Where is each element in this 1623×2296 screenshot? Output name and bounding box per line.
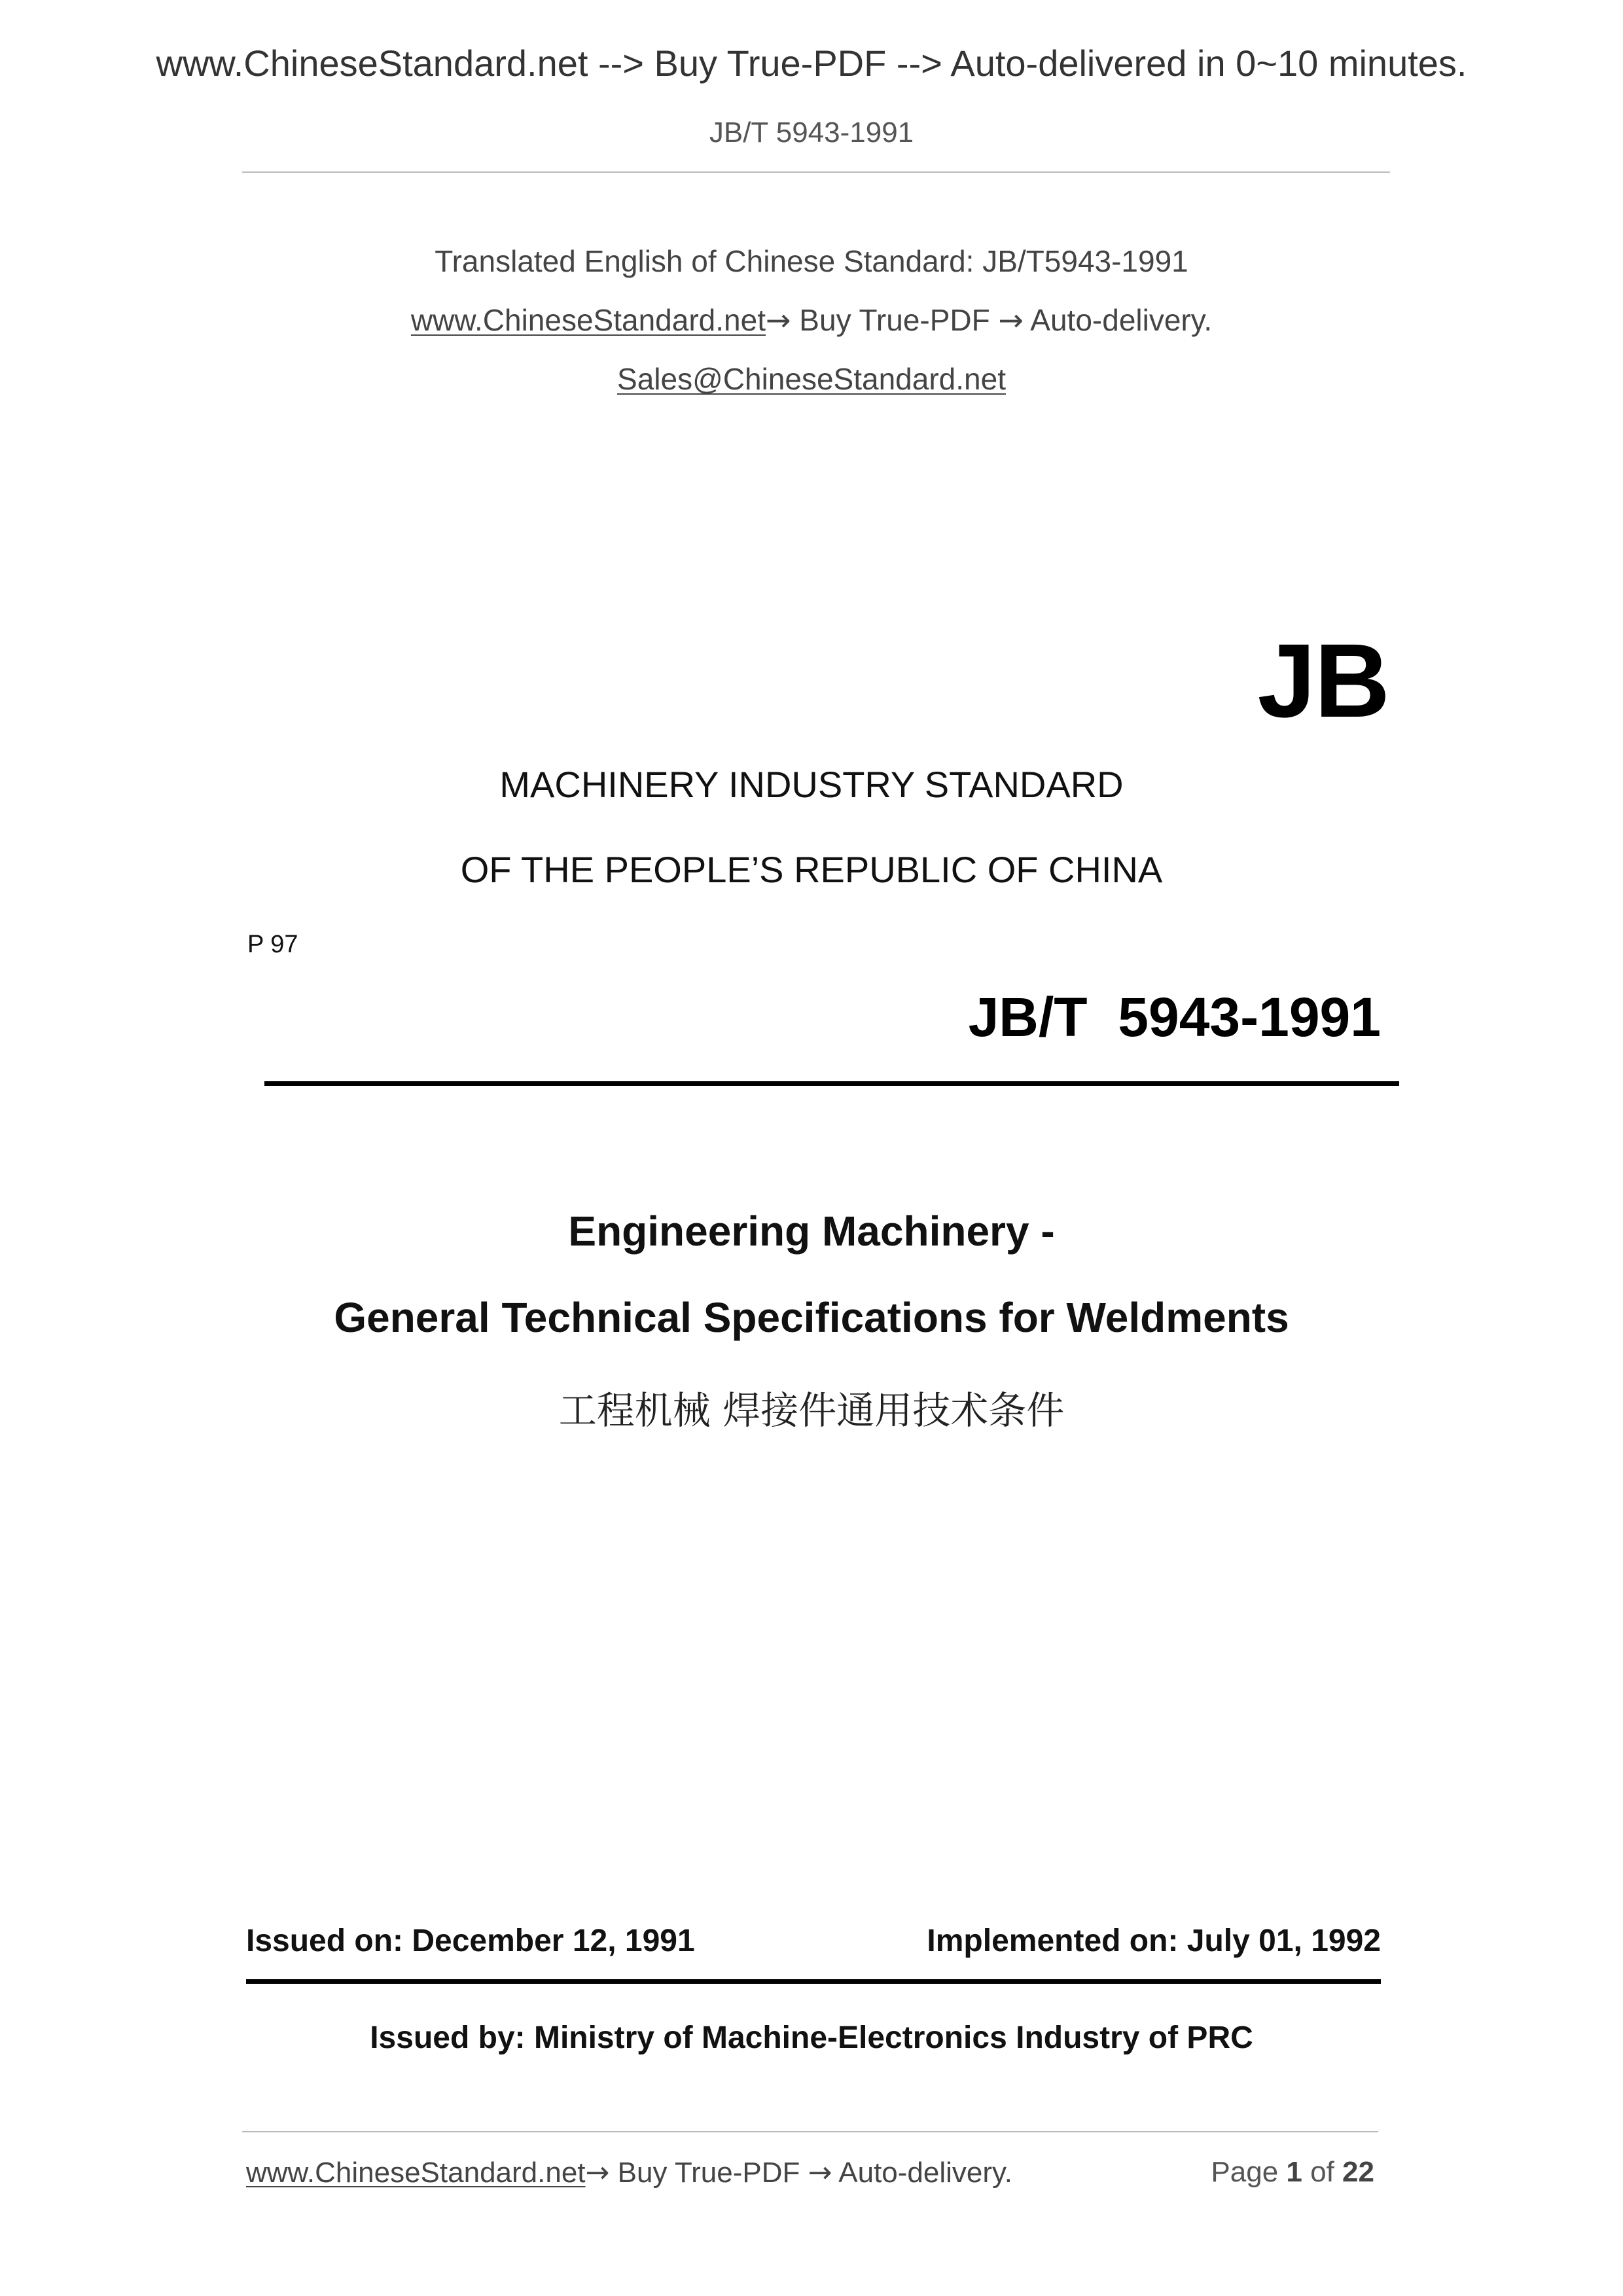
standard-type-line1: MACHINERY INDUSTRY STANDARD bbox=[499, 764, 1124, 805]
page-label: Page bbox=[1211, 2156, 1287, 2188]
translated-notice: Translated English of Chinese Standard: JB/T5943-1991 bbox=[435, 244, 1188, 278]
arrow-right-icon: → bbox=[765, 302, 791, 338]
issuing-authority: Issued by: Ministry of Machine-Electronics Industry of PRC bbox=[370, 2020, 1253, 2055]
footer-promo bbox=[246, 2156, 1012, 2189]
document-title-line1: Engineering Machinery - bbox=[568, 1208, 1055, 1255]
implemented-date: Implemented on: July 01, 1992 bbox=[927, 1924, 1381, 1958]
of-label: of bbox=[1302, 2156, 1343, 2188]
buy-text: Buy True-PDF bbox=[791, 303, 999, 337]
jb-logo-mark: JB bbox=[1257, 622, 1389, 739]
delivery-text: Auto-delivery. bbox=[1024, 303, 1213, 337]
arrow-right-icon: → bbox=[808, 2156, 832, 2189]
standard-type-line2: OF THE PEOPLE’S REPUBLIC OF CHINA bbox=[460, 849, 1163, 890]
document-title-chinese: 工程机械 焊接件通用技术条件 bbox=[558, 1388, 1065, 1433]
site-link[interactable]: www.ChineseStandard.net bbox=[410, 303, 766, 337]
footer-delivery-text: Auto-delivery. bbox=[832, 2157, 1013, 2189]
sales-email-link[interactable]: Sales@ChineseStandard.net bbox=[617, 362, 1006, 396]
footer-buy-text: Buy True-PDF bbox=[609, 2157, 808, 2189]
header-standard-code: JB/T 5943-1991 bbox=[709, 117, 914, 149]
dates-divider bbox=[246, 1979, 1381, 1984]
page-total: 22 bbox=[1342, 2156, 1374, 2188]
footer-site-link[interactable]: www.ChineseStandard.net bbox=[246, 2157, 586, 2189]
arrow-right-icon: → bbox=[998, 302, 1024, 338]
arrow-right-icon: → bbox=[585, 2156, 610, 2189]
footer-divider bbox=[242, 2131, 1378, 2132]
top-banner: www.ChineseStandard.net --> Buy True-PDF --> Auto-delivered in 0~10 minutes. bbox=[156, 43, 1467, 84]
ccs-classification-code: P 97 bbox=[247, 931, 298, 958]
promo-line bbox=[0, 302, 1623, 338]
standard-number: JB/T 5943-1991 bbox=[968, 986, 1381, 1048]
document-title-line2: General Technical Specifications for Weldments bbox=[334, 1294, 1289, 1341]
issued-date: Issued on: December 12, 1991 bbox=[246, 1924, 695, 1958]
standard-number-divider bbox=[264, 1081, 1399, 1086]
sales-email-line bbox=[0, 361, 1623, 397]
page-indicator bbox=[1113, 2156, 1374, 2189]
header-divider bbox=[242, 171, 1390, 173]
page-number: 1 bbox=[1286, 2156, 1302, 2188]
